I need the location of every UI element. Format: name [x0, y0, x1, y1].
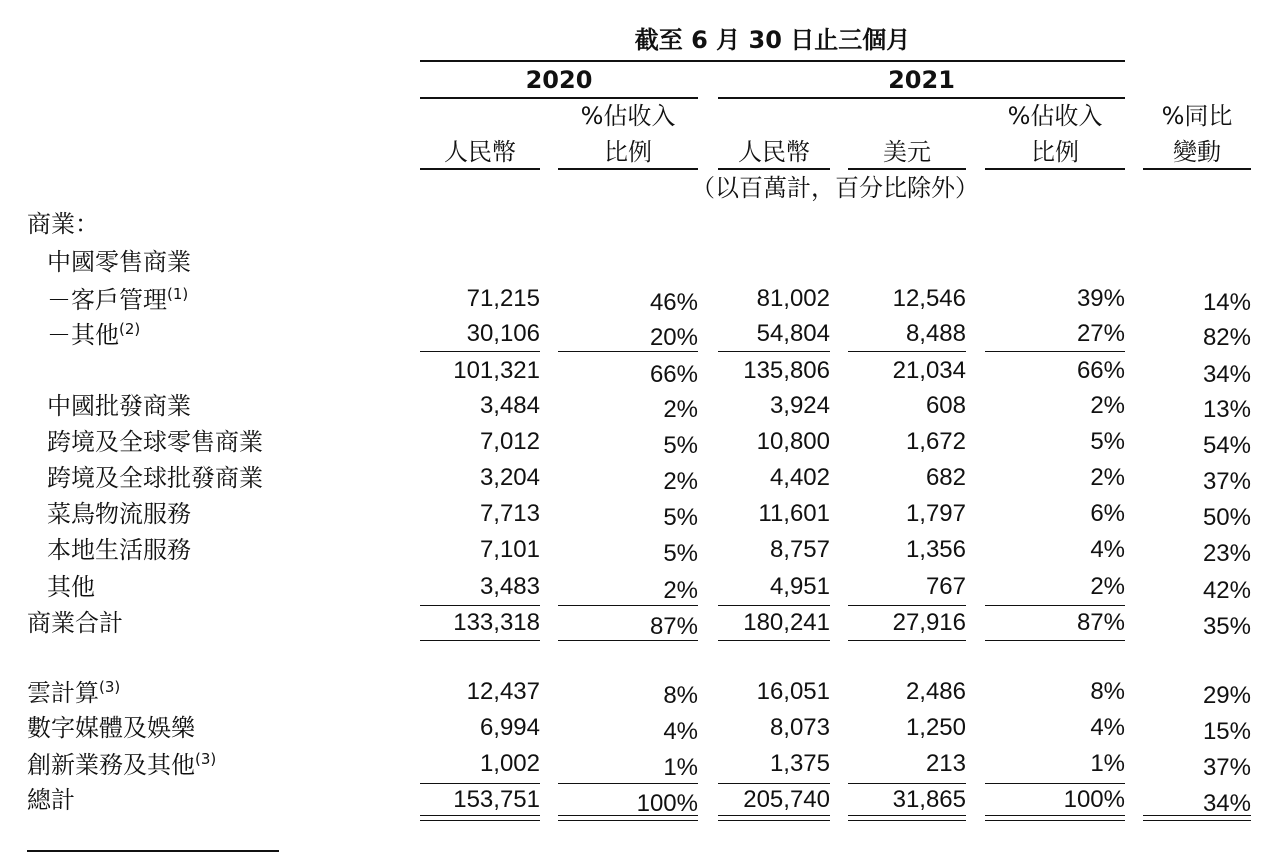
cell-pct2020: 100% — [636, 790, 698, 817]
col-pct-2020-rule — [558, 168, 698, 170]
cell-pct2020: 5% — [663, 504, 698, 531]
cell-yoy: 35% — [1202, 613, 1251, 640]
col-yoy-rule — [1143, 168, 1251, 170]
cell-pct2021: 100% — [1063, 786, 1125, 813]
grand-total-double-rule-a-yoy — [1143, 815, 1251, 816]
cell-usd2021: 2,486 — [905, 678, 966, 705]
row-label — [47, 394, 191, 418]
cell-yoy: 29% — [1202, 682, 1251, 709]
row-label — [27, 680, 120, 705]
commerce-total-rule-pct-2020 — [558, 605, 698, 606]
period-header: 截至 6 月 30 日止三個月 — [634, 26, 911, 54]
footnote-separator — [27, 850, 279, 852]
row-label-text: 中國批發商業 — [47, 392, 191, 420]
cell-pct2020: 5% — [663, 540, 698, 567]
year-2021-header: 2021 — [888, 66, 955, 94]
cell-usd2021: 1,250 — [905, 714, 966, 741]
cell-rmb2021: 4,402 — [769, 464, 830, 491]
row-label — [27, 611, 123, 635]
cell-rmb2020: 30,106 — [466, 320, 540, 347]
grand-total-double-rule-a-pct-2021 — [985, 815, 1125, 816]
col-pct-2021-header-line2: 比例 — [1031, 138, 1079, 166]
row-label — [47, 287, 188, 312]
cell-usd2021: 682 — [925, 464, 966, 491]
cell-yoy: 37% — [1202, 468, 1251, 495]
cell-pct2021: 2% — [1090, 392, 1125, 419]
row-label — [27, 752, 216, 777]
grand-total-double-rule-b-pct-2021 — [985, 820, 1125, 821]
cell-usd2021: 767 — [925, 573, 966, 600]
cell-rmb2021: 180,241 — [743, 609, 830, 636]
grand-total-rule-pct-2021 — [985, 783, 1125, 784]
cell-rmb2021: 205,740 — [743, 786, 830, 813]
grand-total-double-rule-a-rmb-2020 — [420, 815, 540, 816]
cell-usd2021: 12,546 — [892, 285, 966, 312]
unit-note: （以百萬計，百分比除外） — [691, 174, 979, 202]
cell-yoy: 15% — [1202, 718, 1251, 745]
cell-pct2021: 87% — [1076, 609, 1125, 636]
cell-usd2021: 27,916 — [892, 609, 966, 636]
cell-rmb2020: 3,204 — [479, 464, 540, 491]
cell-yoy: 42% — [1202, 577, 1251, 604]
subsection-china-retail-label: 中國零售商業 — [47, 248, 191, 276]
cell-pct2021: 8% — [1090, 678, 1125, 705]
cell-rmb2021: 1,375 — [769, 750, 830, 777]
row-label-text: 本地生活服務 — [47, 536, 191, 564]
cell-yoy: 37% — [1202, 754, 1251, 781]
cell-rmb2021: 54,804 — [756, 320, 830, 347]
commerce-total-rule-rmb-2021 — [718, 605, 830, 606]
commerce-total-under-usd-2021 — [848, 640, 966, 641]
cell-pct2021: 5% — [1090, 428, 1125, 455]
cell-pct2021: 1% — [1090, 750, 1125, 777]
grand-total-double-rule-b-pct-2020 — [558, 820, 698, 821]
subtotal-rule-pct-2020 — [558, 351, 698, 352]
subtotal-rule-rmb-2021 — [718, 351, 830, 352]
grand-total-double-rule-b-rmb-2021 — [718, 820, 830, 821]
grand-total-double-rule-a-usd-2021 — [848, 815, 966, 816]
row-label-text: 跨境及全球批發商業 — [47, 464, 263, 492]
cell-pct2020: 2% — [663, 468, 698, 495]
col-pct-2021-rule — [985, 168, 1125, 170]
cell-pct2021: 66% — [1076, 357, 1125, 384]
subtotal-rule-rmb-2020 — [420, 351, 540, 352]
cell-pct2020: 66% — [649, 361, 698, 388]
cell-rmb2020: 7,713 — [479, 500, 540, 527]
col-rmb-2021-header: 人民幣 — [738, 138, 810, 166]
cell-rmb2021: 10,800 — [756, 428, 830, 455]
commerce-total-rule-usd-2021 — [848, 605, 966, 606]
cell-usd2021: 1,797 — [905, 500, 966, 527]
row-label-text: 創新業務及其他 — [27, 751, 195, 779]
cell-rmb2020: 153,751 — [453, 786, 540, 813]
year-2021-rule — [718, 97, 1125, 99]
cell-pct2020: 8% — [663, 682, 698, 709]
cell-pct2021: 2% — [1090, 464, 1125, 491]
grand-total-rule-usd-2021 — [848, 783, 966, 784]
cell-rmb2021: 4,951 — [769, 573, 830, 600]
grand-total-double-rule-b-rmb-2020 — [420, 820, 540, 821]
cell-pct2020: 87% — [649, 613, 698, 640]
row-label-text: 菜鳥物流服務 — [47, 500, 191, 528]
section-commerce-label: 商業： — [27, 210, 99, 238]
cell-yoy: 13% — [1202, 396, 1251, 423]
cell-usd2021: 213 — [925, 750, 966, 777]
cell-rmb2021: 8,073 — [769, 714, 830, 741]
row-label-text: 商業合計 — [27, 609, 123, 637]
row-label — [47, 575, 95, 599]
cell-rmb2021: 11,601 — [758, 500, 830, 527]
cell-pct2021: 27% — [1076, 320, 1125, 347]
cell-rmb2021: 3,924 — [769, 392, 830, 419]
cell-usd2021: 8,488 — [905, 320, 966, 347]
cell-yoy: 50% — [1202, 504, 1251, 531]
footnote-marker: (3) — [195, 750, 217, 768]
footnote-marker: (2) — [119, 320, 141, 338]
cell-rmb2020: 7,012 — [479, 428, 540, 455]
grand-total-double-rule-a-pct-2020 — [558, 815, 698, 816]
commerce-total-under-pct-2021 — [985, 640, 1125, 641]
commerce-total-rule-pct-2021 — [985, 605, 1125, 606]
col-rmb-2021-rule — [718, 168, 830, 170]
cell-rmb2020: 6,994 — [479, 714, 540, 741]
commerce-total-under-pct-2020 — [558, 640, 698, 641]
row-label — [27, 788, 75, 812]
period-rule — [420, 60, 1125, 62]
row-label — [47, 322, 140, 347]
row-label-text: －客戶管理 — [47, 286, 167, 314]
cell-usd2021: 1,356 — [905, 536, 966, 563]
row-label — [47, 430, 263, 454]
subtotal-rule-usd-2021 — [848, 351, 966, 352]
row-label-text: 跨境及全球零售商業 — [47, 428, 263, 456]
cell-pct2020: 20% — [649, 324, 698, 351]
cell-pct2020: 46% — [649, 289, 698, 316]
row-label-text: 總計 — [27, 786, 75, 814]
grand-total-rule-rmb-2020 — [420, 783, 540, 784]
cell-yoy: 34% — [1202, 361, 1251, 388]
cell-rmb2021: 81,002 — [756, 285, 830, 312]
cell-pct2021: 39% — [1076, 285, 1125, 312]
cell-pct2020: 1% — [663, 754, 698, 781]
commerce-total-under-rmb-2020 — [420, 640, 540, 641]
year-2020-header: 2020 — [525, 66, 593, 94]
row-label-text: 雲計算 — [27, 679, 99, 707]
grand-total-rule-pct-2020 — [558, 783, 698, 784]
grand-total-double-rule-b-yoy — [1143, 820, 1251, 821]
col-pct-2021-header-line1: %佔收入 — [1007, 102, 1103, 130]
col-yoy-header-line1: %同比 — [1161, 102, 1233, 130]
cell-pct2021: 2% — [1090, 573, 1125, 600]
cell-usd2021: 608 — [925, 392, 966, 419]
cell-rmb2020: 3,483 — [479, 573, 540, 600]
cell-pct2021: 4% — [1090, 536, 1125, 563]
subtotal-rule-pct-2021 — [985, 351, 1125, 352]
cell-rmb2020: 1,002 — [479, 750, 540, 777]
col-pct-2020-header-line2: 比例 — [604, 138, 652, 166]
cell-pct2020: 5% — [663, 432, 698, 459]
col-yoy-header-line2: 變動 — [1173, 138, 1221, 166]
cell-pct2020: 2% — [663, 396, 698, 423]
cell-rmb2021: 135,806 — [743, 357, 830, 384]
col-rmb-2020-rule — [420, 168, 540, 170]
col-pct-2020-header-line1: %佔收入 — [580, 102, 676, 130]
commerce-total-rule-rmb-2020 — [420, 605, 540, 606]
row-label-text: －其他 — [47, 321, 119, 349]
cell-rmb2020: 71,215 — [466, 285, 540, 312]
cell-usd2021: 31,865 — [892, 786, 966, 813]
year-2020-rule — [420, 97, 698, 99]
col-usd-2021-header: 美元 — [883, 138, 931, 166]
cell-pct2021: 4% — [1090, 714, 1125, 741]
footnote-marker: (3) — [99, 678, 121, 696]
row-label — [47, 502, 191, 526]
commerce-total-under-rmb-2021 — [718, 640, 830, 641]
cell-yoy: 82% — [1202, 324, 1251, 351]
cell-pct2021: 6% — [1090, 500, 1125, 527]
row-label-text: 其他 — [47, 573, 95, 601]
footnote-marker: (1) — [167, 285, 189, 303]
cell-usd2021: 21,034 — [892, 357, 966, 384]
cell-rmb2020: 133,318 — [453, 609, 540, 636]
cell-pct2020: 4% — [663, 718, 698, 745]
cell-rmb2021: 16,051 — [756, 678, 830, 705]
col-usd-2021-rule — [848, 168, 966, 170]
cell-pct2020: 2% — [663, 577, 698, 604]
grand-total-rule-rmb-2021 — [718, 783, 830, 784]
row-label — [27, 716, 195, 740]
grand-total-double-rule-b-usd-2021 — [848, 820, 966, 821]
col-rmb-2020-header: 人民幣 — [444, 138, 516, 166]
cell-yoy: 34% — [1202, 790, 1251, 817]
row-label — [47, 538, 191, 562]
cell-rmb2020: 12,437 — [466, 678, 540, 705]
cell-yoy: 23% — [1202, 540, 1251, 567]
cell-usd2021: 1,672 — [905, 428, 966, 455]
grand-total-double-rule-a-rmb-2021 — [718, 815, 830, 816]
cell-rmb2020: 101,321 — [453, 357, 540, 384]
cell-rmb2021: 8,757 — [769, 536, 830, 563]
cell-rmb2020: 7,101 — [479, 536, 540, 563]
row-label-text: 數字媒體及娛樂 — [27, 714, 195, 742]
cell-yoy: 14% — [1202, 289, 1251, 316]
cell-rmb2020: 3,484 — [479, 392, 540, 419]
cell-yoy: 54% — [1202, 432, 1251, 459]
row-label — [47, 466, 263, 490]
